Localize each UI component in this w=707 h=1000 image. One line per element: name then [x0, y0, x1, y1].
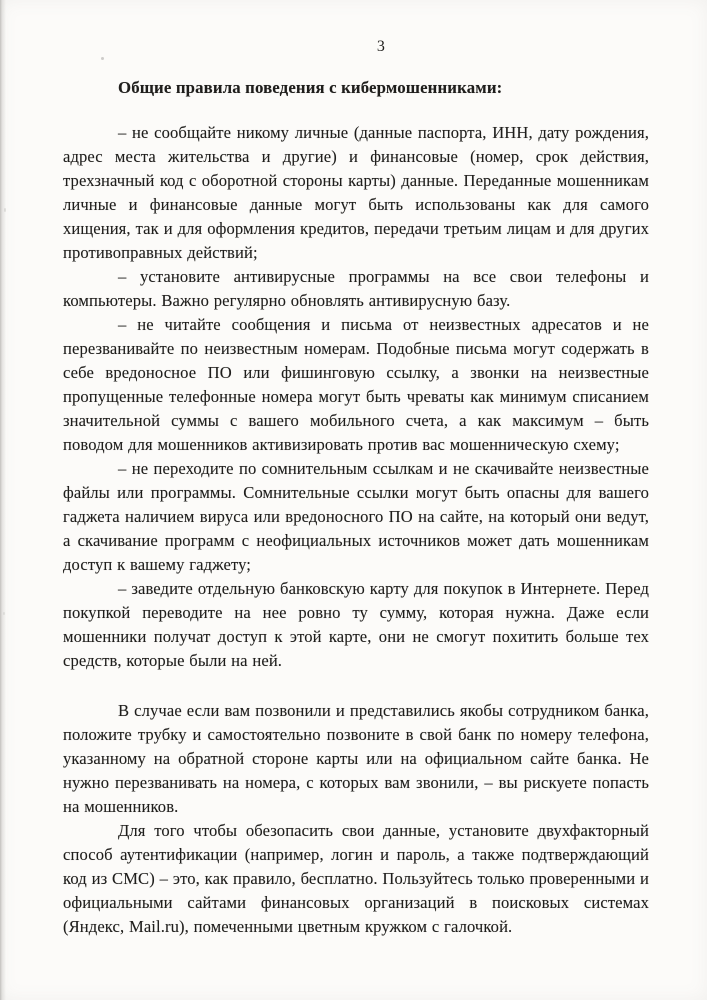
closing-paragraph-bank-call: В случае если вам позвонили и представились якобы сотрудником банка, положите трубку и самостоятельно позвоните в свой банк по номеру телефона, указанному на обратной стороне карты или на официальном сайте банка. Не нужно перезванивать на номера, с которых вам звонили, – вы рискуете попасть на мошенников.	[63, 701, 649, 816]
scan-speckle	[4, 208, 6, 212]
bullet-paragraph-suspicious-links: – не переходите по сомнительным ссылкам и не скачивайте неизвестные файлы или программы. Сомнительные ссылки могут быть опасны для вашего гаджета наличием вируса или вредоносного ПО на сайте, на который они ведут, а скачивание программ с неофициальных источников может дать мошенникам доступ к вашему гаджету;	[63, 459, 649, 574]
bullet-paragraph-personal-data: – не сообщайте никому личные (данные паспорта, ИНН, дату рождения, адрес места жительства и другие) и финансовые (номер, срок действия, трехзначный код с оборотной стороны карты) данные. Переданные мошенникам личные и финансовые данные могут быть использованы как для самого хищения, так и для оформления кредитов, передачи третьим лицам и для других противоправных действий;	[63, 123, 649, 262]
bullet-paragraph-unknown-senders: – не читайте сообщения и письма от неизвестных адресатов и не перезванивайте по неизвестным номерам. Подобные письма могут содержать в себе вредоносное ПО или фишинговую ссылку, а звонки на неизвестные пропущенные телефонные номера могут быть чреваты как минимум списанием значительной суммы с вашего мобильного счета, а как максимум – быть поводом для мошенников активизировать против вас мошенническую схему;	[63, 315, 649, 454]
page-number: 3	[376, 38, 386, 55]
bullet-paragraph-antivirus: – установите антивирусные программы на все свои телефоны и компьютеры. Важно регулярно обновлять антивирусную базу.	[63, 267, 649, 310]
document-heading: Общие правила поведения с кибермошенниками:	[118, 78, 503, 97]
scan-edge-artifact	[0, 0, 6, 1000]
bullet-paragraph-separate-card: – заведите отдельную банковскую карту для покупок в Интернете. Перед покупкой переводите на нее ровно ту сумму, которая нужна. Даже если мошенники получат доступ к этой карте, они не смогут похитить больше тех средств, которые были на ней.	[63, 579, 649, 670]
closing-paragraph-two-factor: Для того чтобы обезопасить свои данные, установите двухфакторный способ аутентификации (например, логин и пароль, а также подтверждающий код из СМС) – это, как правило, бесплатно. Пользуйтесь только проверенными и официальными сайтами финансовых организаций в поисковых системах (Яндекс, Mail.ru), помеченными цветным кружком с галочкой.	[63, 821, 649, 936]
document-content	[63, 38, 649, 939]
scan-speckle	[3, 612, 5, 615]
